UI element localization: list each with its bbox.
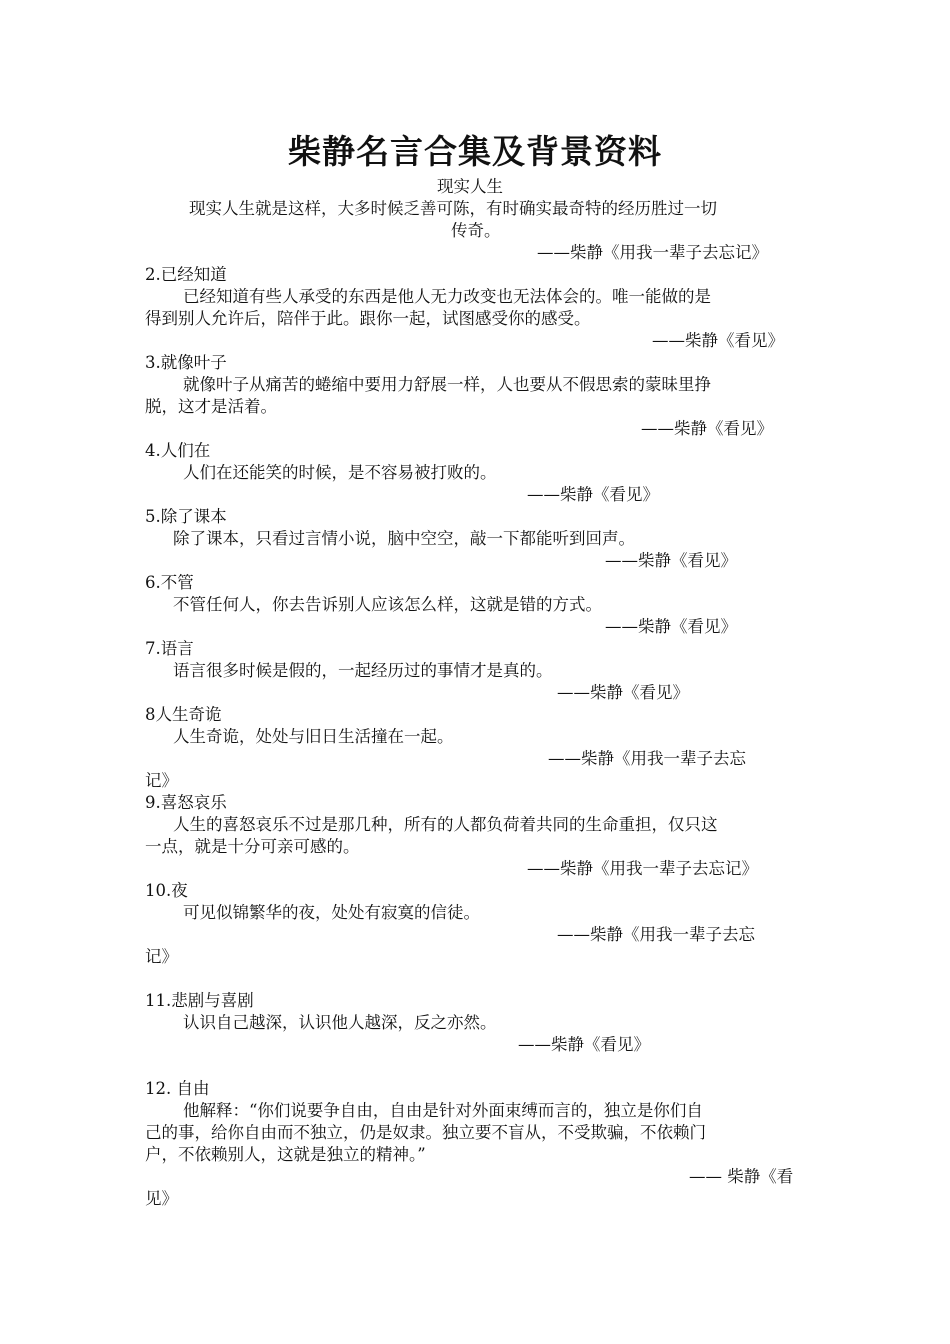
entry-heading: 12. 自由 <box>145 1079 210 1098</box>
attribution: 记》 <box>145 771 178 790</box>
quote-line: 己的事，给你自由而不独立，仍是奴隶。独立要不盲从，不受欺骗，不依赖门 <box>145 1123 706 1142</box>
entry-heading: 3.就像叶子 <box>145 353 227 372</box>
attribution: ——柴静《看见》 <box>605 617 737 636</box>
quote-line: 他解释：“你们说要争自由，自由是针对外面束缚而言的，独立是你们自 <box>183 1101 703 1120</box>
quote-line: 就像叶子从痛苦的蜷缩中要用力舒展一样，人也要从不假思索的蒙昧里挣 <box>183 375 711 394</box>
quote-line: 脱，这才是活着。 <box>145 397 277 416</box>
attribution: ——柴静《看见》 <box>641 419 773 438</box>
attribution: ——柴静《用我一辈子去忘 <box>557 925 755 944</box>
quote-line: 人们在还能笑的时候，是不容易被打败的。 <box>183 463 497 482</box>
quote-line: 得到别人允许后，陪伴于此。跟你一起，试图感受你的感受。 <box>145 309 591 328</box>
entry-heading: 10.夜 <box>145 881 188 900</box>
attribution: ——柴静《看见》 <box>527 485 659 504</box>
entry-heading: 9.喜怒哀乐 <box>145 793 227 812</box>
quote-line: 户，不依赖别人，这就是独立的精神。” <box>145 1145 426 1164</box>
quote-line: 不管任何人，你去告诉别人应该怎么样，这就是错的方式。 <box>173 595 602 614</box>
quote-line: 现实人生就是这样，大多时候乏善可陈，有时确实最奇特的经历胜过一切 <box>189 199 717 218</box>
entry-heading: 6.不管 <box>145 573 194 592</box>
attribution: ——柴静《看见》 <box>518 1035 650 1054</box>
attribution: ——柴静《用我一辈子去忘记》 <box>537 243 768 262</box>
attribution: ——柴静《看见》 <box>557 683 689 702</box>
quote-line: 除了课本，只看过言情小说，脑中空空，敲一下都能听到回声。 <box>173 529 635 548</box>
entry-heading: 8人生奇诡 <box>145 705 222 724</box>
quote-line: 一点，就是十分可亲可感的。 <box>145 837 360 856</box>
quote-line: 人生奇诡，处处与旧日生活撞在一起。 <box>173 727 454 746</box>
quote-line: 认识自己越深，认识他人越深，反之亦然。 <box>183 1013 497 1032</box>
quote-line: 语言很多时候是假的，一起经历过的事情才是真的。 <box>173 661 553 680</box>
entry-heading: 2.已经知道 <box>145 265 227 284</box>
quote-line: 传奇。 <box>451 221 501 240</box>
entry-heading: 5.除了课本 <box>145 507 227 526</box>
entry-heading: 11.悲剧与喜剧 <box>145 991 254 1010</box>
attribution: ——柴静《用我一辈子去忘记》 <box>527 859 758 878</box>
quote-line: 已经知道有些人承受的东西是他人无力改变也无法体会的。唯一能做的是 <box>183 287 711 306</box>
attribution: 记》 <box>145 947 178 966</box>
document-title: 柴静名言合集及背景资料 <box>288 132 662 171</box>
entry-heading: 7.语言 <box>145 639 194 658</box>
entry-heading: 4.人们在 <box>145 441 211 460</box>
quote-line: 可见似锦繁华的夜，处处有寂寞的信徒。 <box>183 903 480 922</box>
attribution: 见》 <box>145 1189 178 1208</box>
attribution: ——柴静《看见》 <box>605 551 737 570</box>
entry-heading: 现实人生 <box>437 177 503 196</box>
attribution: ——柴静《用我一辈子去忘 <box>548 749 746 768</box>
attribution: ——柴静《看见》 <box>652 331 784 350</box>
quote-line: 人生的喜怒哀乐不过是那几种，所有的人都负荷着共同的生命重担，仅只这 <box>173 815 718 834</box>
attribution: —— 柴静《看 <box>689 1167 794 1186</box>
